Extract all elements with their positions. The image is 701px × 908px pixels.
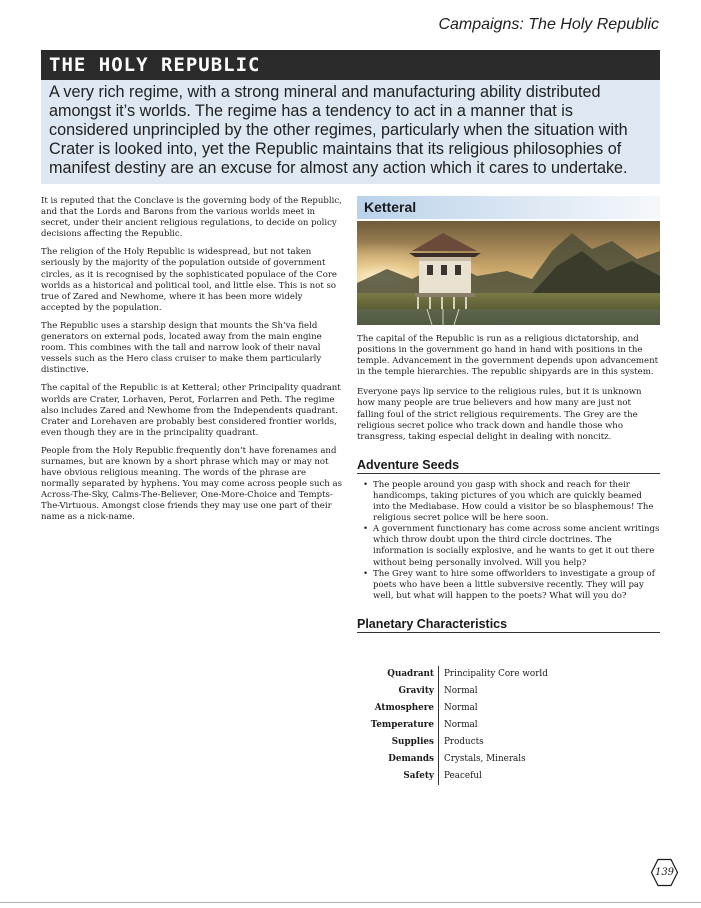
table-row — [357, 666, 660, 683]
list-item: • The people around you gasp with shock and reach for their handicomps, taking pictures of you which are quickly beamed into the Mediabase. How could a visitor be so blasphemous! The religious secret police will be here soon. — [363, 480, 660, 524]
body-paragraph: The Republic uses a starship design that mounts the Sh’va field generators on external pods, located away from the main engine room. This combines with the tall and narrow look of their naval vessels such as the Hero class cruiser to make them particularly distinctive. — [41, 320, 322, 376]
char-key: Gravity — [398, 685, 434, 696]
char-value: Principality Core world — [438, 666, 548, 683]
char-value: Normal — [438, 700, 478, 717]
table-row — [357, 683, 660, 700]
footer-divider — [0, 902, 701, 903]
char-value: Products — [438, 734, 484, 751]
table-row — [357, 768, 660, 785]
page-title: THE HOLY REPUBLIC — [41, 50, 660, 80]
table-row — [357, 751, 660, 768]
char-key: Demands — [388, 753, 434, 764]
char-key: Quadrant — [387, 668, 434, 679]
sidebar-paragraph: The capital of the Republic is run as a religious dictatorship, and positions in the government go hand in hand with positions in the temple. Advancement in the government depends upon advancement in the temple hierarchies. The republic shipyards are in this system. — [357, 334, 659, 378]
char-value: Normal — [438, 683, 478, 700]
body-paragraph: People from the Holy Republic frequently don’t have forenames and surnames, but are known by a short phrase which may or may not have obvious religious meaning. The words of the phrase are normally separated by hyphens. You may come across people such as Across-The-Sky, Calms-The-Believer, One-More-Choice and Tempts-The-Virtuous. Amongst close friends they may use one part of their name as a nick-name. — [41, 445, 342, 523]
table-row — [357, 717, 660, 734]
body-paragraph: The religion of the Holy Republic is widespread, but not taken seriously by the majority of the population outside of government circles, as it is recognised by the sophisticated populace of the Core worlds as a historical and political tool, and little else. This is not so true of Zared and Newhome, where it has been more widely accepted by the population. — [41, 247, 337, 313]
page-number-label: 139 — [654, 867, 675, 878]
table-row — [357, 700, 660, 717]
char-key: Supplies — [391, 736, 434, 747]
char-value: Peaceful — [438, 768, 482, 785]
sidebar-paragraph: Everyone pays lip service to the religious rules, but it is unknown how many people are true believers and how many are just not falling foul of the strict religious requirements. The Grey are the religious secret police who track down and handle those who transgress, taking especial delight in dealing with noncitz. — [357, 387, 642, 442]
body-paragraph: It is reputed that the Conclave is the governing body of the Republic, and that the Lords and Barons from the various worlds meet in secret, under their ancient religious regulations, to decide on policy decisions affecting the Republic. — [41, 196, 342, 240]
running-head: Campaigns: The Holy Republic — [438, 16, 659, 33]
char-key: Temperature — [370, 719, 434, 730]
intro-paragraph: A very rich regime, with a strong mineral and manufacturing ability distributed amongst it’s worlds. The regime has a tendency to act in a manner that is considered unprincipled by the other regimes, particularly when the situation with Crater is looked into, yet the Republic maintains that its religious philosophies of manifest destiny are an excuse for almost any action which it cares to undertake. — [41, 80, 660, 184]
sidebar-heading: Ketteral — [357, 196, 660, 219]
char-value: Normal — [438, 717, 478, 734]
ketteral-illustration — [357, 221, 660, 325]
page-number — [650, 858, 679, 887]
right-column — [357, 196, 660, 785]
planetary-table — [357, 666, 660, 785]
char-value: Crystals, Minerals — [438, 751, 526, 768]
planetary-heading: Planetary Characteristics — [357, 617, 660, 633]
adventure-seeds-list — [357, 480, 660, 602]
list-item: • The Grey want to hire some offworlders to investigate a group of poets who have been a little subversive recently. They will pay well, but what will happen to the poets? What will you do? — [363, 569, 660, 602]
left-column — [41, 196, 343, 531]
table-row — [357, 734, 660, 751]
char-key: Safety — [403, 770, 434, 781]
body-paragraph: The capital of the Republic is at Ketteral; other Principality quadrant worlds are Crater, Lorhaven, Perot, Forlarren and Peth. The regime also includes Zared and Newhome from the Independents quadrant. Crater and Lorehaven are probably best considered frontier worlds, even though they are in the principality quadrant. — [41, 383, 341, 438]
list-item: • A government functionary has come across some ancient writings which throw doubt upon the third circle doctrines. The information is socially explosive, and he wants to get it out there without being personally involved. Will you help? — [363, 524, 660, 568]
char-key: Atmosphere — [374, 702, 434, 713]
adventure-seeds-heading: Adventure Seeds — [357, 458, 660, 474]
